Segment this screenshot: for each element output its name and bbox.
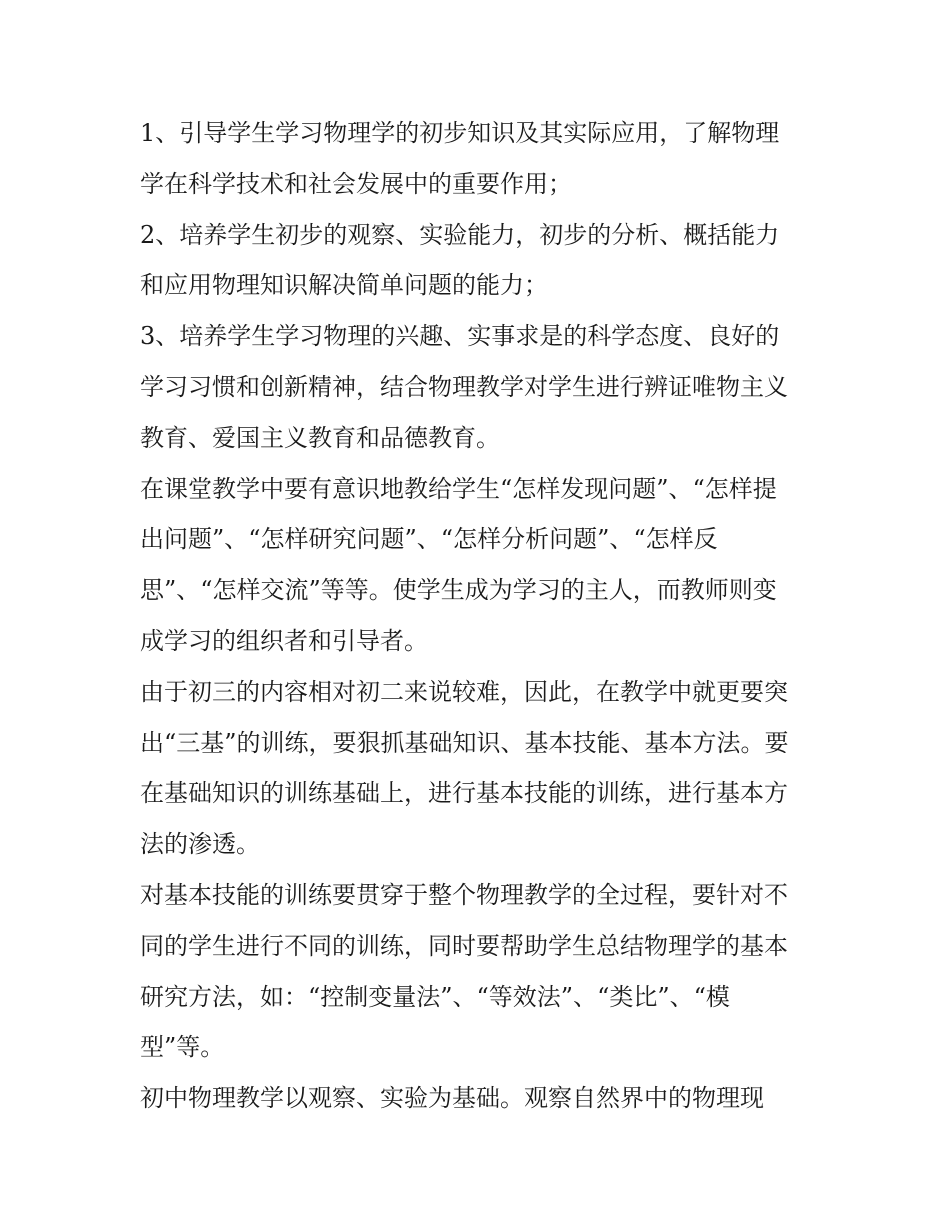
document-body	[140, 108, 820, 1124]
paragraph-classroom-teaching	[140, 464, 820, 667]
text-line: 教育、爱国主义教育和品德教育。	[140, 423, 500, 452]
text-line: 初中物理教学以观察、实验为基础。观察自然界中的物理现	[140, 1084, 764, 1113]
text-line: 3、培养学生学习物理的兴趣、实事求是的科学态度、良好的	[140, 322, 780, 351]
text-line: 学习习惯和创新精神，结合物理教学对学生进行辨证唯物主义	[140, 372, 788, 401]
paragraph-goal-3	[140, 311, 820, 463]
text-line: 思”、“怎样交流”等等。使学生成为学习的主人，而教师则变	[140, 576, 777, 605]
text-line: 对基本技能的训练要贯穿于整个物理教学的全过程，要针对不	[140, 880, 788, 909]
text-line: 成学习的组织者和引导者。	[140, 626, 428, 655]
text-line: 由于初三的内容相对初二来说较难，因此，在教学中就更要突	[140, 677, 788, 706]
text-line: 和应用物理知识解决简单问题的能力；	[140, 271, 548, 300]
paragraph-observation-experiment	[140, 1073, 820, 1124]
text-line: 同的学生进行不同的训练，同时要帮助学生总结物理学的基本	[140, 931, 788, 960]
paragraph-three-basics	[140, 667, 820, 870]
text-line: 学在科学技术和社会发展中的重要作用；	[140, 169, 572, 198]
text-line: 2、培养学生初步的观察、实验能力，初步的分析、概括能力	[140, 220, 780, 249]
text-line: 出问题”、“怎样研究问题”、“怎样分析问题”、“怎样反	[140, 525, 718, 554]
paragraph-goal-2	[140, 210, 820, 312]
paragraph-goal-1	[140, 108, 820, 210]
text-line: 型”等。	[140, 1033, 225, 1062]
text-line: 在课堂教学中要有意识地教给学生“怎样发现问题”、“怎样提	[140, 474, 777, 503]
text-line: 在基础知识的训练基础上，进行基本技能的训练，进行基本方	[140, 779, 788, 808]
text-line: 法的渗透。	[140, 830, 260, 859]
paragraph-basic-skills	[140, 870, 820, 1073]
text-line: 出“三基”的训练，要狠抓基础知识、基本技能、基本方法。要	[140, 728, 789, 757]
text-line: 1、引导学生学习物理学的初步知识及其实际应用，了解物理	[140, 119, 780, 147]
text-line: 研究方法，如：“控制变量法”、“等效法”、“类比”、“模	[140, 982, 730, 1011]
